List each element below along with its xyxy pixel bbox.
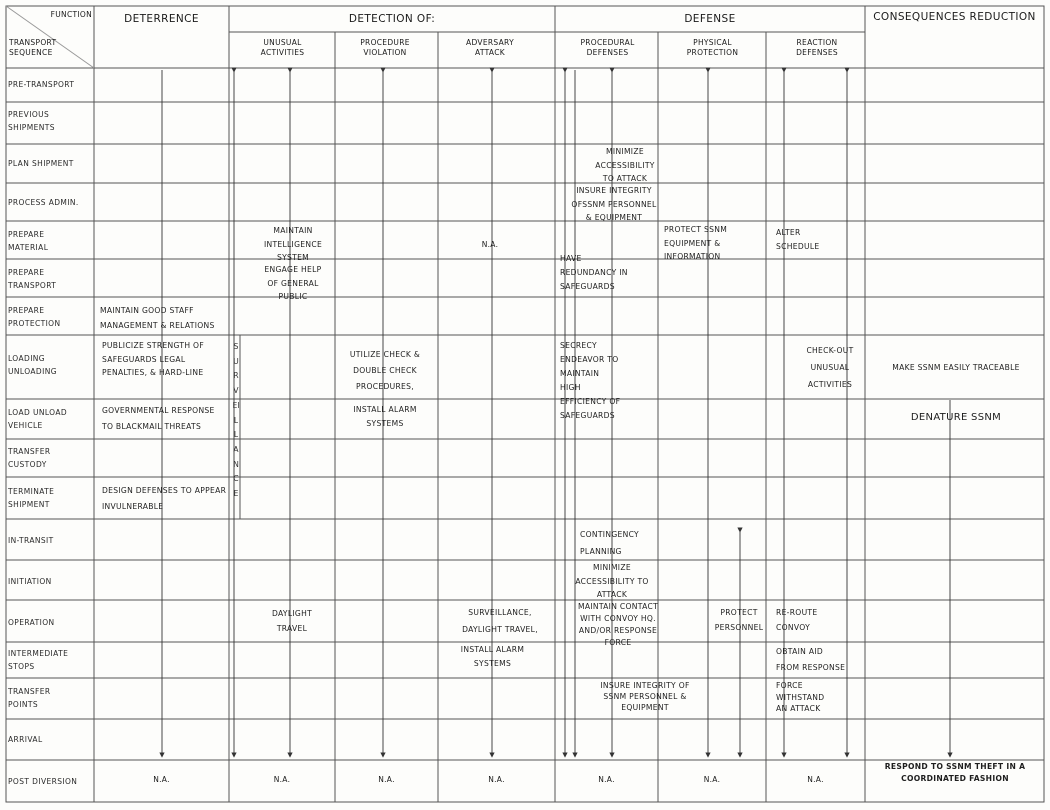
surveillance-vertical-label: SURVEILLANCE <box>232 342 240 499</box>
cell-re-route: RE-ROUTE CONVOY <box>776 608 818 632</box>
cell-secrecy: SECRECY ENDEAVOR TO MAINTAIN HIGH EFFICIENCY OF SAFEGUARDS <box>560 341 621 420</box>
cell-alter-schedule: ALTER SCHEDULE <box>776 228 820 251</box>
header-reaction-defenses: REACTION DEFENSES <box>796 38 838 57</box>
cell-install-alarm: INSTALL ALARM SYSTEMS <box>353 405 417 428</box>
row-label: TERMINATE SHIPMENT <box>8 487 55 509</box>
cell-maintain-intelligence: MAINTAIN INTELLIGENCE SYSTEM <box>263 226 323 262</box>
row-label: PREVIOUS SHIPMENTS <box>8 110 55 132</box>
cell-engage-help: ENGAGE HELP OF GENERAL PUBLIC <box>264 265 322 301</box>
row-label: OPERATION <box>8 618 55 627</box>
cell-denature: DENATURE SSNM <box>910 412 1002 423</box>
header-physical-protection: PHYSICAL PROTECTION <box>686 38 739 57</box>
row-label: POST DIVERSION <box>8 777 78 786</box>
row-label: INTERMEDIATE STOPS <box>8 649 69 671</box>
header-consequences: CONSEQUENCES REDUCTION <box>873 11 1036 23</box>
row-label: ARRIVAL <box>8 735 43 744</box>
cell-utilize-check: UTILIZE CHECK & DOUBLE CHECK PROCEDURES, <box>349 350 421 391</box>
cell-protect-ssnm: PROTECT SSNM EQUIPMENT & INFORMATION <box>664 225 728 261</box>
header-procedural-defenses: PROCEDURAL DEFENSES <box>580 38 635 57</box>
post-diversion-reaction: N.A. <box>807 775 824 784</box>
header-adversary-attack: ADVERSARY ATTACK <box>466 38 514 57</box>
cell-force-withstand: FORCE WITHSTAND AN ATTACK <box>776 681 825 713</box>
cell-surveillance-daylight: SURVEILLANCE, DAYLIGHT TRAVEL, <box>462 608 538 634</box>
row-label: PLAN SHIPMENT <box>8 159 74 168</box>
post-diversion-deterrence: N.A. <box>153 775 170 784</box>
cell-check-out: CHECK-OUT UNUSUAL ACTIVITIES <box>806 346 854 389</box>
cell-insure-integrity-2: INSURE INTEGRITY OF SSNM PERSONNEL & EQUIPMENT <box>600 681 690 712</box>
header-detection: DETECTION OF: <box>348 13 436 25</box>
post-diversion-physical: N.A. <box>703 775 721 784</box>
row-label: PREPARE MATERIAL <box>8 230 49 252</box>
cell-insure-integrity: INSURE INTEGRITY OFSSNM PERSONNEL & EQUIPMENT <box>571 186 657 222</box>
row-label: PRE-TRANSPORT <box>8 80 75 89</box>
cell-protect-personnel: PROTECT PERSONNEL <box>714 608 764 632</box>
row-label: PROCESS ADMIN. <box>8 198 79 207</box>
cell-maintain-staff: MAINTAIN GOOD STAFF MANAGEMENT & RELATIONS <box>100 306 215 330</box>
header-transport-sequence: TRANSPORT SEQUENCE <box>9 38 57 57</box>
cell-minimize-accessibility: MINIMIZE ACCESSIBILITY TO ATTACK <box>595 147 655 183</box>
row-label: PREPARE PROTECTION <box>8 306 61 328</box>
header-deterrence: DETERRENCE <box>124 13 199 25</box>
cell-na-adversary: N.A. <box>481 240 499 249</box>
post-diversion-unusual: N.A. <box>273 775 291 784</box>
post-diversion-adversary: N.A. <box>488 775 505 784</box>
header-defense: DEFENSE <box>684 13 736 25</box>
row-label: LOAD UNLOAD VEHICLE <box>8 408 68 430</box>
cell-contingency: CONTINGENCY PLANNING <box>580 530 639 556</box>
row-label: LOADING UNLOADING <box>8 354 57 376</box>
cell-have-redundancy: HAVE REDUNDANCY IN SAFEGUARDS <box>560 254 628 291</box>
cell-design-defenses: DESIGN DEFENSES TO APPEAR INVULNERABLE <box>102 486 227 511</box>
row-label: IN-TRANSIT <box>8 536 54 545</box>
header-unusual-activities: UNUSUAL ACTIVITIES <box>260 38 305 57</box>
header-procedure-violation: PROCEDURE VIOLATION <box>360 38 410 57</box>
cell-publicize: PUBLICIZE STRENGTH OF SAFEGUARDS LEGAL PENALTIES, & HARD-LINE <box>102 341 205 377</box>
post-diversion-procedural: N.A. <box>598 775 615 784</box>
cell-install-alarm-2: INSTALL ALARM SYSTEMS <box>460 645 525 668</box>
row-label: PREPARE TRANSPORT <box>8 268 57 290</box>
row-label: INITIATION <box>8 577 52 586</box>
post-diversion-procedure: N.A. <box>378 775 395 784</box>
header-function: FUNCTION <box>50 10 92 19</box>
cell-make-traceable: MAKE SSNM EASILY TRACEABLE <box>892 363 1020 372</box>
cell-governmental-response: GOVERNMENTAL RESPONSE TO BLACKMAIL THREATS <box>102 406 215 431</box>
cell-respond-ssnm-theft: RESPOND TO SSNM THEFT IN A COORDINATED FASHION <box>884 762 1026 783</box>
cell-maintain-contact: MAINTAIN CONTACT WITH CONVOY HQ. AND/OR RESPONSE FORCE <box>577 602 659 647</box>
row-label: TRANSFER CUSTODY <box>8 447 51 469</box>
row-label: TRANSFER POINTS <box>8 687 51 709</box>
cell-daylight-travel: DAYLIGHT TRAVEL <box>271 609 313 633</box>
cell-minimize-accessibility-2: MINIMIZE ACCESSIBILITY TO ATTACK <box>575 563 649 599</box>
cell-obtain-aid: OBTAIN AID FROM RESPONSE <box>776 647 846 672</box>
